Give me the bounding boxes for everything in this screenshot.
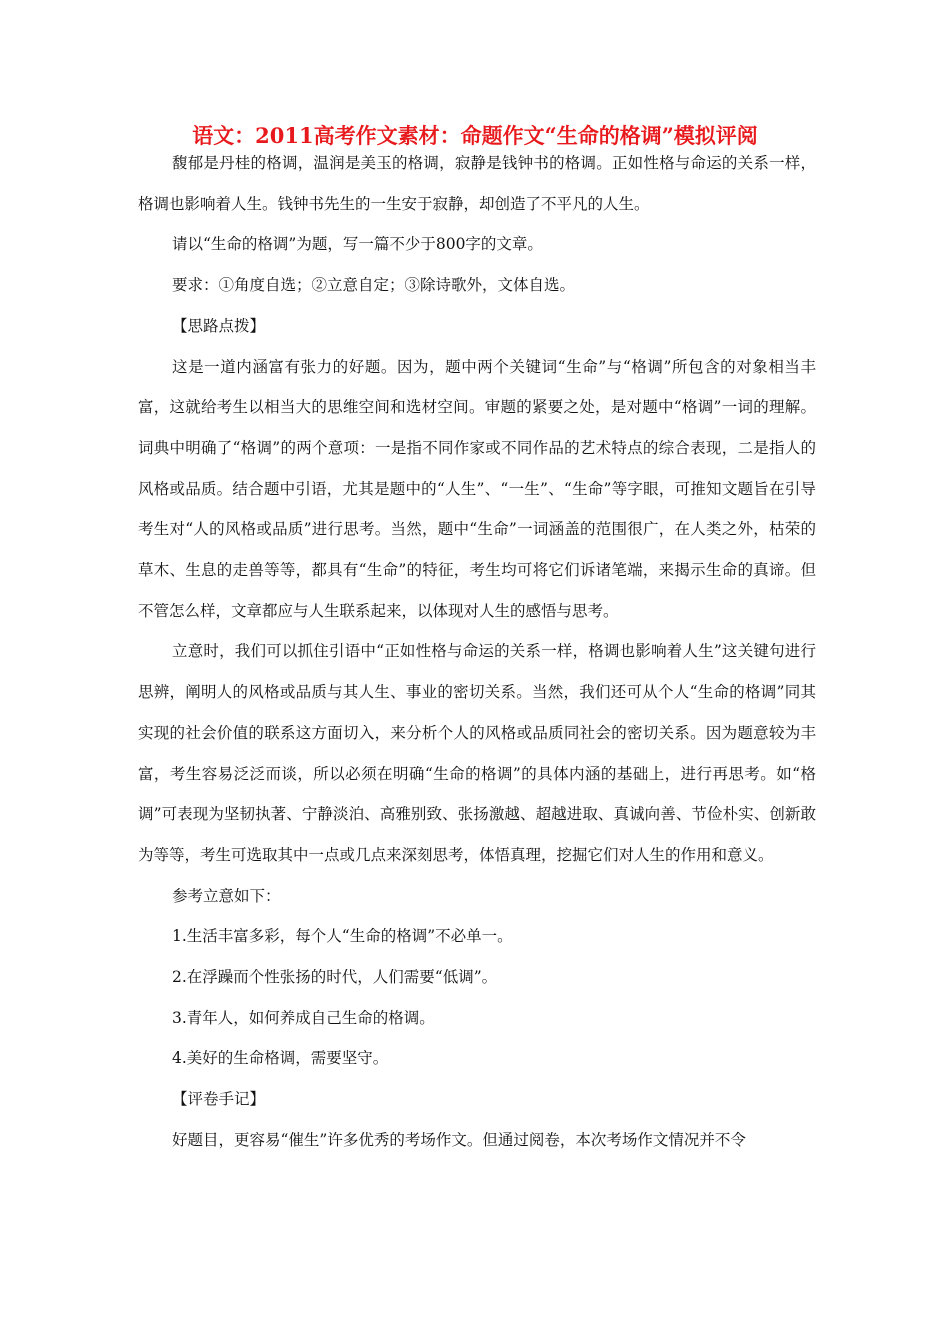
- list-item: 4.美好的生命格调，需要坚守。: [172, 1049, 389, 1068]
- paragraph-thesis: 立意时，我们可以抓住引语中“正如性格与命运的关系一样，格调也影响着人生”这关键句进行思辨，阐明人的风格或品质与其人生、事业的密切关系。当然，我们还可从个人“生命的格调”同其实现的社会价值的联系这方面切入，来分析个人的风格或品质同社会的密切关系。因为题意较为丰富，考生容易泛泛而谈，所以必须在明确“生命的格调”的具体内涵的基础上，进行再思考。如“格调”可表现为坚韧执著、宁静淡泊、高雅别致、张扬激越、超越进取、真诚向善、节俭朴实、创新敢为等等，考生可选取其中一点或几点来深刻思考，体悟真理，挖掘它们对人生的作用和意义。: [138, 642, 816, 864]
- section-heading-analysis: 【思路点拨】: [172, 316, 266, 335]
- list-item: 2.在浮躁而个性张扬的时代，人们需要“低调”。: [172, 968, 498, 987]
- paragraph-intro: 馥郁是丹桂的格调，温润是美玉的格调，寂静是钱钟书的格调。正如性格与命运的关系一样，格调也影响着人生。钱钟书先生的一生安于寂静，却创造了不平凡的人生。: [138, 154, 816, 213]
- section-heading-grading: 【评卷手记】: [172, 1090, 266, 1109]
- paragraph-reference-intro: 参考立意如下：: [172, 886, 281, 905]
- paragraph-analysis: 这是一道内涵富有张力的好题。因为，题中两个关键词“生命”与“格调”所包含的对象相当丰富，这就给考生以相当大的思维空间和选材空间。审题的紧要之处，是对题中“格调”一词的理解。词典中明确了“格调”的两个意项：一是指不同作家或不同作品的艺术特点的综合表现，二是指人的风格或品质。结合题中引语，尤其是题中的“人生”、“一生”、“生命”等字眼，可推知文题旨在引导考生对“人的风格或品质”进行思考。当然，题中“生命”一词涵盖的范围很广，在人类之外，枯荣的草木、生息的走兽等等，都具有“生命”的特征，考生均可将它们诉诸笔端，来揭示生命的真谛。但不管怎么样，文章都应与人生联系起来，以体现对人生的感悟与思考。: [138, 357, 816, 620]
- list-item: 1.生活丰富多彩，每个人“生命的格调”不必单一。: [172, 927, 513, 946]
- list-item: 3.青年人，如何养成自己生命的格调。: [172, 1008, 435, 1027]
- document-body: [138, 143, 816, 1161]
- paragraph-prompt: 请以“生命的格调”为题，写一篇不少于800字的文章。: [172, 235, 543, 254]
- paragraph-grading: 好题目，更容易“催生”许多优秀的考场作文。但通过阅卷，本次考场作文情况并不令: [172, 1130, 746, 1149]
- paragraph-requirements: 要求：①角度自选；②立意自定；③除诗歌外，文体自选。: [172, 276, 576, 295]
- document-title: 语文：2011高考作文素材：命题作文“生命的格调”模拟评阅: [192, 123, 758, 148]
